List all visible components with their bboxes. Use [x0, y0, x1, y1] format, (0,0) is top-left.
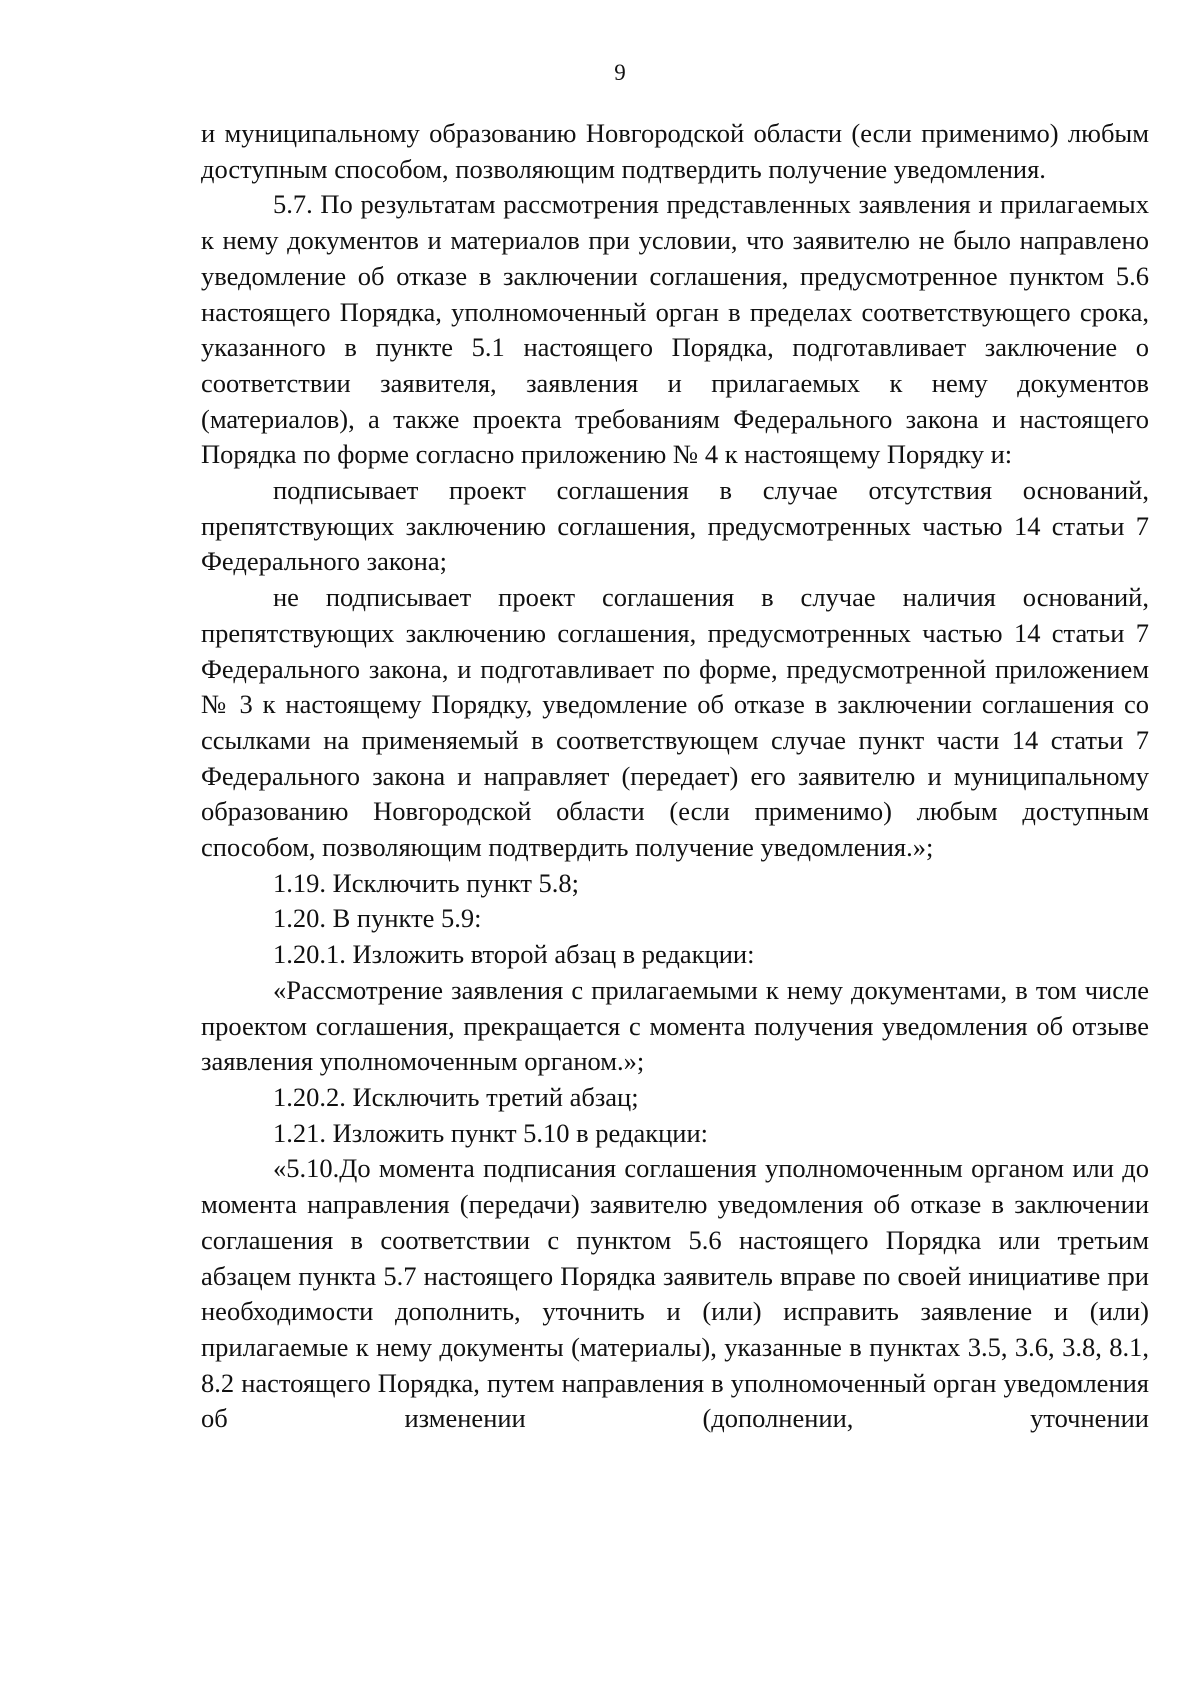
paragraph-1-20: 1.20. В пункте 5.9: — [273, 903, 482, 934]
paragraph-signs-draft: подписывает проект соглашения в случае отсутствия оснований, препятствующих заключению соглашения, предусмотренных частью 14 статьи 7 Федерального закона; — [201, 475, 1149, 577]
paragraph-5-7: 5.7. По результатам рассмотрения представленных заявления и прилагаемых к нему документов и материалов при условии, что заявителю не было направлено уведомление об отказе в заключении соглашения, предусмотренное пунктом 5.6 настоящего Порядка, уполномоченный орган в пределах соответствующего срока, указанного в пункте 5.1 настоящего Порядка, подготавливает заключение о соответствии заявителя, заявления и прилагаемых к нему документов (материалов), а также проекта требованиям Федерального закона и настоящего Порядка по форме согласно приложению № 4 к настоящему Порядку и: — [201, 189, 1149, 470]
paragraph-quoted-review: «Рассмотрение заявления с прилагаемыми к нему документами, в том числе проектом соглашения, прекращается с момента получения уведомления об отзыве заявления уполномоченным органом.»; — [201, 974, 1149, 1077]
paragraph-continuation: и муниципальному образованию Новгородской области (если применимо) любым доступным способом, позволяющим подтвердить получение уведомления. — [201, 118, 1149, 184]
document-body — [201, 116, 1149, 1437]
paragraph-1-19: 1.19. Исключить пункт 5.8; — [273, 867, 580, 898]
page-number: 9 — [614, 60, 626, 85]
paragraph-5-10: «5.10.До момента подписания соглашения уполномоченным органом или до момента направления (передачи) заявителю уведомления об отказе в заключении соглашения в соответствии с пунктом 5.6 настоящего Порядка или третьим абзацем пункта 5.7 настоящего Порядка заявитель вправе по своей инициативе при необходимости дополнить, уточнить и (или) исправить заявление и (или) прилагаемые к нему документы (материалы), указанные в пунктах 3.5, 3.6, 3.8, 8.1, 8.2 настоящего Порядка, путем направления в уполномоченный орган уведомления об изменении (дополнении, уточнении — [201, 1153, 1149, 1434]
paragraph-1-20-1: 1.20.1. Изложить второй абзац в редакции: — [273, 939, 755, 970]
paragraph-1-21: 1.21. Изложить пункт 5.10 в редакции: — [273, 1117, 708, 1148]
paragraph-1-20-2: 1.20.2. Исключить третий абзац; — [273, 1081, 639, 1112]
paragraph-does-not-sign-draft: не подписывает проект соглашения в случае наличия оснований, препятствующих заключению соглашения, предусмотренных частью 14 статьи 7 Федерального закона, и подготавливает по форме, предусмотренной приложением № 3 к настоящему Порядку, уведомление об отказе в заключении соглашения со ссылками на применяемый в соответствующем случае пункт части 14 статьи 7 Федерального закона и направляет (передает) его заявителю и муниципальному образованию Новгородской области (если применимо) любым доступным способом, позволяющим подтвердить получение уведомления.»; — [201, 582, 1149, 863]
